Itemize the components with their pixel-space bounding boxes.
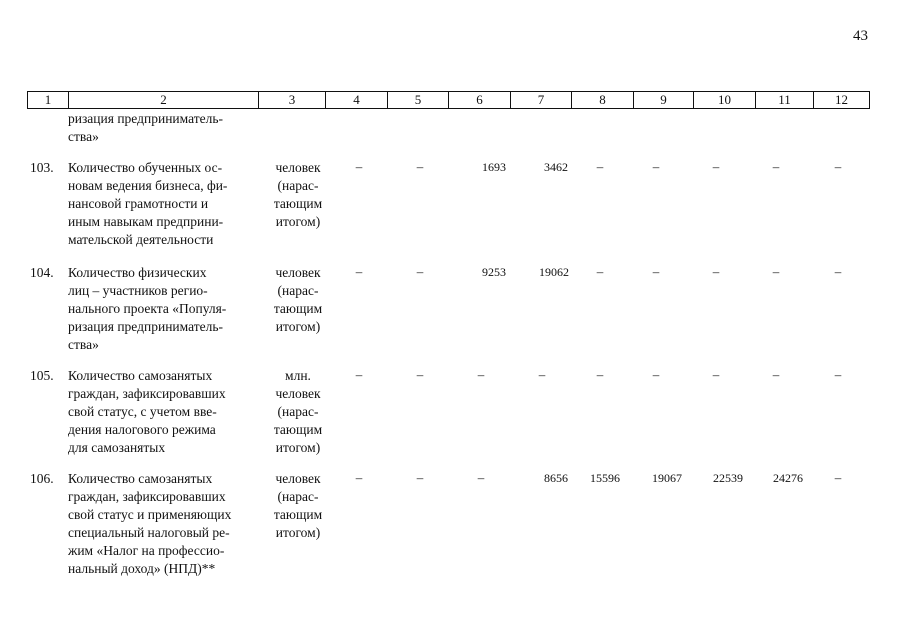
row-name <box>68 159 256 249</box>
row-value-col9: – <box>652 264 660 279</box>
row-name-line: дения налогового режима <box>68 422 216 437</box>
row-number: 104. <box>30 265 54 280</box>
row-value-col11: – <box>772 264 780 279</box>
row-value-col11: 24276 <box>773 471 803 485</box>
row-name-line: Количество самозанятых <box>68 471 213 486</box>
row-value-col4: – <box>355 470 363 485</box>
row-value-col5: – <box>416 159 424 174</box>
row-unit-line: тающим <box>273 196 323 211</box>
row-name-line: иным навыкам предприни- <box>68 214 224 229</box>
row-value-col4: – <box>355 367 363 382</box>
row-name-line: Количество самозанятых <box>68 368 213 383</box>
row-name-line: ризация предприниматель- <box>68 319 224 334</box>
row-value-col8: 15596 <box>590 471 620 485</box>
row-unit <box>268 264 328 336</box>
row-unit-line: тающим <box>273 422 323 437</box>
row-value-col10: – <box>712 159 720 174</box>
row-value-col4: – <box>355 264 363 279</box>
row-value-col12: – <box>834 264 842 279</box>
row-unit-line: итогом) <box>275 440 321 455</box>
row-value-col9: – <box>652 367 660 382</box>
row-name-line: свой статус, с учетом вве- <box>68 404 217 419</box>
row-unit-line: человек <box>275 265 321 280</box>
row-name-line: свой статус и применяющих <box>68 507 232 522</box>
row-number: 103. <box>30 160 54 175</box>
row-value-col12: – <box>834 470 842 485</box>
row-value-col8: – <box>596 264 604 279</box>
row-name-line: граждан, зафиксировавших <box>68 386 226 401</box>
header-col-12: 12 <box>835 92 848 107</box>
row-unit-line: млн. <box>285 368 311 383</box>
row-unit-line: (нарас- <box>277 404 319 419</box>
row-name-line: специальный налоговый ре- <box>68 525 230 540</box>
row-value-col5: – <box>416 264 424 279</box>
row-name-line: Количество физических <box>68 265 207 280</box>
row-unit-line: тающим <box>273 301 323 316</box>
header-col-3: 3 <box>259 92 326 108</box>
header-col-10: 10 <box>694 92 756 108</box>
header-col-7: 7 <box>511 92 572 108</box>
row-unit <box>268 159 328 231</box>
row-unit-line: итогом) <box>275 319 321 334</box>
row-value-col10: – <box>712 264 720 279</box>
continuation-line: ризация предприниматель- <box>68 111 224 126</box>
row-name-line: нальный доход» (НПД)** <box>68 561 216 576</box>
row-value-col6: 1693 <box>482 160 506 174</box>
row-value-col8: – <box>596 367 604 382</box>
continuation-line: ства» <box>68 129 99 144</box>
row-name-line: лиц – участников регио- <box>68 283 208 298</box>
row-unit-line: (нарас- <box>277 283 319 298</box>
row-name-line: ства» <box>68 337 99 352</box>
header-col-4: 4 <box>326 92 388 108</box>
row-value-col12: – <box>834 367 842 382</box>
row-name <box>68 367 256 457</box>
row-name-line: новам ведения бизнеса, фи- <box>68 178 228 193</box>
row-name <box>68 470 256 578</box>
row-unit-line: человек <box>275 386 321 401</box>
row-name-line: мательской деятельности <box>68 232 214 247</box>
header-col-11: 11 <box>756 92 814 108</box>
row-unit-line: итогом) <box>275 525 321 540</box>
row-number: 105. <box>30 368 54 383</box>
row-value-col10: – <box>712 367 720 382</box>
row-value-col12: – <box>834 159 842 174</box>
row-unit <box>268 367 328 457</box>
row-name-line: Количество обученных ос- <box>68 160 223 175</box>
row-name-line: жим «Налог на профессио- <box>68 543 225 558</box>
row-value-col5: – <box>416 470 424 485</box>
row-unit-line: (нарас- <box>277 178 319 193</box>
header-col-2: 2 <box>69 92 259 108</box>
row-value-col11: – <box>772 367 780 382</box>
row-name-line: нансовой грамотности и <box>68 196 209 211</box>
row-value-col6: – <box>477 367 485 382</box>
row-unit-line: человек <box>275 160 321 175</box>
row-value-col6: – <box>477 470 485 485</box>
row-name-line: граждан, зафиксировавших <box>68 489 226 504</box>
row-unit-line: тающим <box>273 507 323 522</box>
page-number: 43 <box>853 28 868 44</box>
row-unit-line: итогом) <box>275 214 321 229</box>
row-value-col6: 9253 <box>482 265 506 279</box>
row-value-col7: – <box>538 367 546 382</box>
row-unit <box>268 470 328 542</box>
row-value-col9: – <box>652 159 660 174</box>
header-col-8: 8 <box>572 92 634 108</box>
row-name-line: нального проекта «Популя- <box>68 301 227 316</box>
row-value-col9: 19067 <box>652 471 682 485</box>
row-name-line: для самозанятых <box>68 440 166 455</box>
row-number: 106. <box>30 471 54 486</box>
row-value-col7: 8656 <box>544 471 568 485</box>
table-header-row <box>27 91 870 109</box>
row-value-col4: – <box>355 159 363 174</box>
row-value-col7: 19062 <box>539 265 569 279</box>
row-value-col7: 3462 <box>544 160 568 174</box>
header-col-6: 6 <box>449 92 511 108</box>
row-value-col10: 22539 <box>713 471 743 485</box>
header-col-9: 9 <box>634 92 694 108</box>
row-unit-line: человек <box>275 471 321 486</box>
row-name <box>68 264 256 354</box>
header-col-1: 1 <box>28 92 69 108</box>
row-value-col11: – <box>772 159 780 174</box>
row-value-col8: – <box>596 159 604 174</box>
header-col-5: 5 <box>388 92 449 108</box>
continuation-text <box>68 110 256 146</box>
row-value-col5: – <box>416 367 424 382</box>
row-unit-line: (нарас- <box>277 489 319 504</box>
